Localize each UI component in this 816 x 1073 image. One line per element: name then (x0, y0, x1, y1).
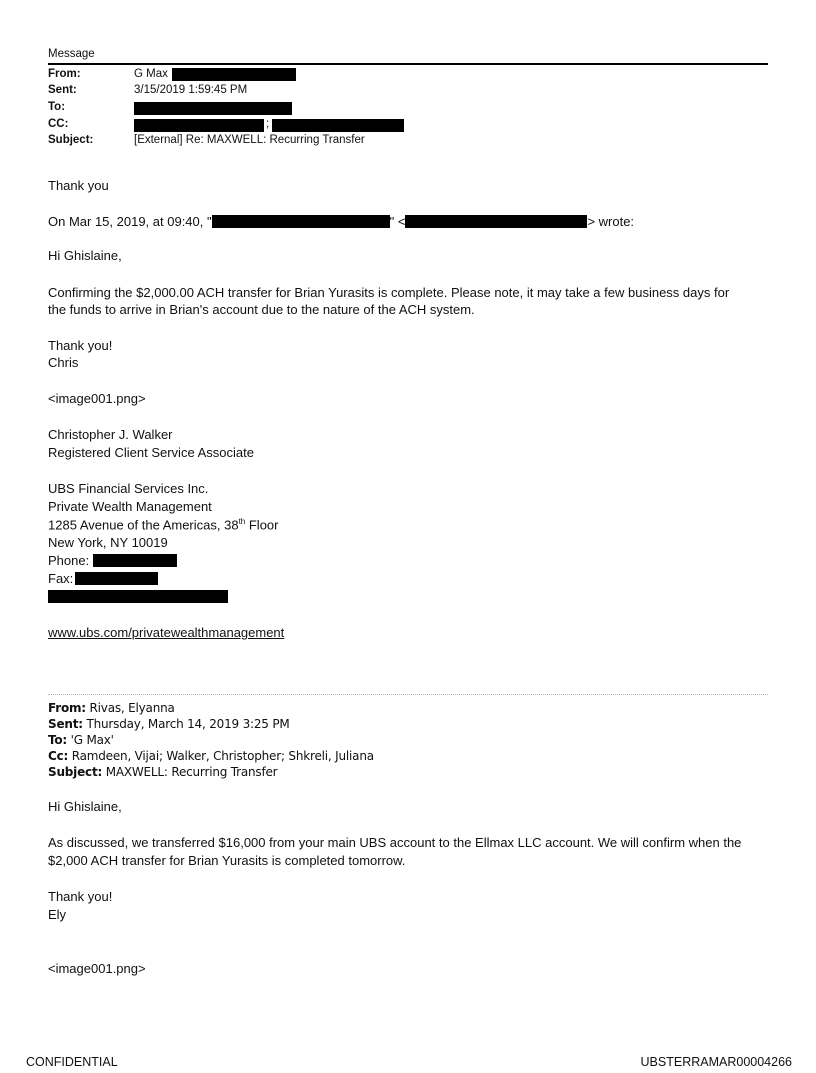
signature-phone-label: Phone: (48, 553, 90, 568)
fwd-subject-value: MAXWELL: Recurring Transfer (102, 765, 278, 779)
header-from-label: From: (48, 68, 81, 80)
header-sent-value: 3/15/2019 1:59:45 PM (134, 84, 248, 96)
signature-company: UBS Financial Services Inc. (48, 481, 209, 496)
header-subject-value: [External] Re: MAXWELL: Recurring Transfer (134, 134, 365, 146)
message2-greeting: Hi Ghislaine, (48, 799, 122, 814)
website-link[interactable]: www.ubs.com/privatewealthmanagement (48, 625, 285, 640)
fwd-sent-value: Thursday, March 14, 2019 3:25 PM (82, 717, 290, 731)
address-main: 1285 Avenue of the Americas, 38 (48, 517, 239, 533)
signature-address (48, 517, 278, 532)
redaction-fax (75, 572, 158, 585)
footer-confidential: CONFIDENTIAL (26, 1055, 118, 1069)
quote-prefix: On Mar 15, 2019, at 09:40, " (48, 214, 212, 229)
fwd-to-label: To: (48, 733, 68, 747)
fwd-from-label: From: (48, 701, 86, 715)
footer-bates-number: UBSTERRAMAR00004266 (640, 1055, 792, 1069)
quote-suffix: > wrote: (587, 214, 635, 229)
message2-signoff-name: Ely (48, 907, 67, 922)
fwd-sent (48, 717, 290, 731)
fwd-from (48, 701, 175, 715)
header-sent-label: Sent: (48, 84, 77, 96)
redaction-phone (93, 554, 177, 567)
forward-separator (48, 694, 768, 695)
address-superscript: th (238, 517, 246, 526)
reply-thanks: Thank you (48, 178, 109, 193)
redaction-from-email (172, 68, 296, 81)
header-subject-label: Subject: (48, 134, 94, 146)
redaction-email (48, 590, 228, 603)
signature-title: Registered Client Service Associate (48, 445, 254, 460)
message1-paragraph-line2: the funds to arrive in Brian's account due to the nature of the ACH system. (48, 302, 475, 317)
header-cc-separator: ; (266, 118, 270, 130)
signature-name: Christopher J. Walker (48, 427, 173, 442)
message-title: Message (48, 48, 95, 60)
message1-image-placeholder: <image001.png> (48, 391, 146, 406)
signature-city: New York, NY 10019 (48, 535, 168, 550)
redaction-cc-2 (272, 119, 404, 132)
message1-signoff-name: Chris (48, 355, 79, 370)
signature-division: Private Wealth Management (48, 499, 212, 514)
message2-image-placeholder: <image001.png> (48, 961, 146, 976)
message2-paragraph-line1: As discussed, we transferred $16,000 from your main UBS account to the Ellmax LLC account. We will confirm when the (48, 835, 742, 850)
message2-paragraph-line2: $2,000 ACH transfer for Brian Yurasits is completed tomorrow. (48, 853, 406, 868)
fwd-cc-value: Ramdeen, Vijai; Walker, Christopher; Shkreli, Juliana (68, 749, 374, 763)
quote-mid: " < (389, 214, 406, 229)
redaction-to (134, 102, 292, 115)
message1-greeting: Hi Ghislaine, (48, 248, 122, 263)
address-floor: Floor (245, 517, 279, 533)
message2-thanks: Thank you! (48, 889, 113, 904)
fwd-cc (48, 749, 374, 763)
fwd-to (48, 733, 114, 747)
redaction-quote-email (405, 215, 587, 228)
header-to-label: To: (48, 101, 66, 113)
header-from-value: G Max (134, 68, 168, 80)
fwd-from-value: Rivas, Elyanna (85, 701, 175, 715)
header-cc-label: CC: (48, 118, 69, 130)
fwd-subject (48, 765, 277, 779)
message1-paragraph-line1: Confirming the $2,000.00 ACH transfer for Brian Yurasits is complete. Please note, it may take a few business days for (48, 285, 730, 300)
redaction-cc-1 (134, 119, 264, 132)
fwd-to-value: 'G Max' (67, 733, 114, 747)
redaction-quote-name (212, 215, 390, 228)
fwd-sent-label: Sent: (48, 717, 83, 731)
header-rule (48, 63, 768, 65)
signature-fax-label: Fax: (48, 571, 74, 586)
fwd-cc-label: Cc: (48, 749, 69, 763)
fwd-subject-label: Subject: (48, 765, 103, 779)
quote-attribution (48, 214, 634, 229)
message1-thanks: Thank you! (48, 338, 113, 353)
